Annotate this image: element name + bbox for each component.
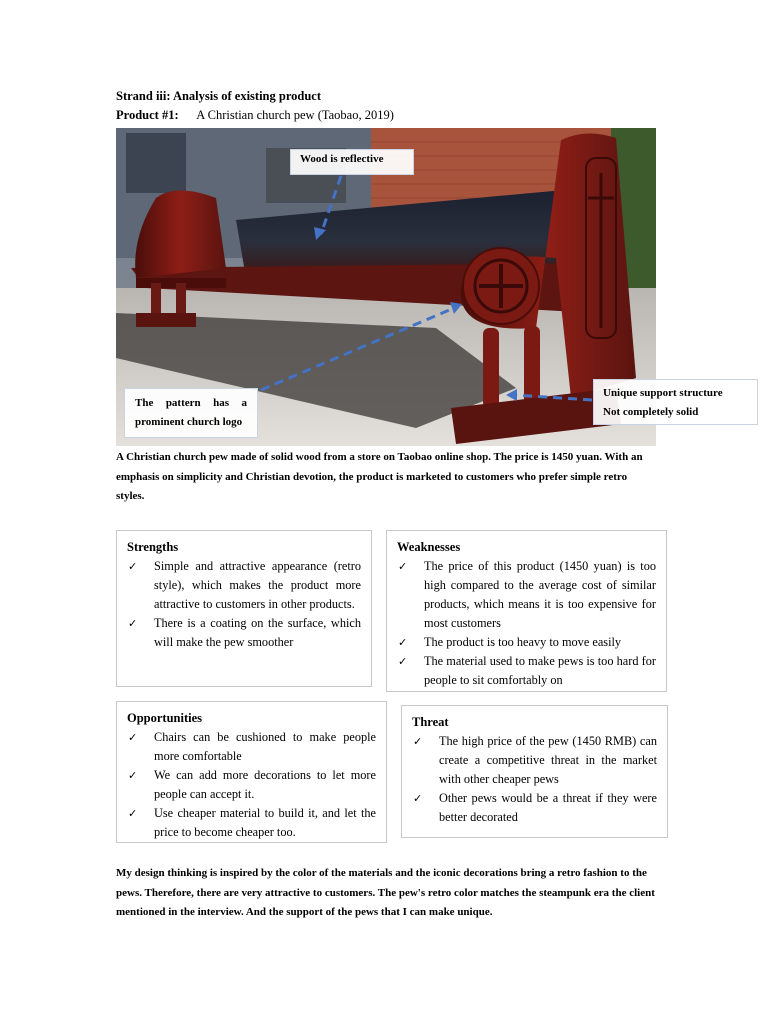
callout-pattern-word-3: has	[213, 397, 230, 409]
callout-pattern-line2: prominent church logo	[135, 416, 243, 428]
product-heading	[116, 108, 394, 123]
opportunities-box	[116, 701, 387, 843]
strengths-item: ✓ There is a coating on the surface, which will make the pew smoother	[127, 614, 361, 652]
opportunities-title: Opportunities	[127, 711, 203, 725]
threat-item: ✓ The high price of the pew (1450 RMB) can create a competitive threat in the market with other cheaper pews	[412, 732, 657, 789]
strengths-box	[116, 530, 372, 687]
opportunities-item: ✓ Chairs can be cushioned to make people more comfortable	[127, 728, 376, 766]
callout-pattern-word-2: pattern	[165, 397, 201, 409]
opportunities-list	[127, 728, 376, 842]
photo-caption: A Christian church pew made of solid wood from a store on Taobao online shop. The price is 1450 yuan. With an emphasis on simplicity and Christian devotion, the product is marketed to customers who prefer simple retro styles.	[116, 451, 643, 502]
product-name: A Christian church pew (Taobao, 2019)	[196, 108, 394, 122]
callout-pattern-line1	[135, 394, 247, 413]
design-conclusion: My design thinking is inspired by the color of the materials and the iconic decorations bring a retro fashion to the pews. Therefore, there are very attractive to customers. The pew's retro color matches the steampunk era the client mentioned in the interview. And the support of the pews that I can make unique.	[116, 867, 655, 918]
callout-pattern-word-4: a	[241, 397, 247, 409]
weaknesses-item: ✓ The price of this product (1450 yuan) is too high compared to the average cost of similar products, which means it is too expensive for most customers	[397, 557, 656, 633]
threat-box	[401, 705, 668, 838]
callout-pattern-word-1: The	[135, 397, 154, 409]
weaknesses-box	[386, 530, 667, 692]
strengths-list	[127, 557, 361, 652]
opportunities-item: ✓ Use cheaper material to build it, and let the price to become cheaper too.	[127, 804, 376, 842]
strengths-item: ✓ Simple and attractive appearance (retro style), which makes the product more attractive to customers in other products.	[127, 557, 361, 614]
callout-support-line2: Not completely solid	[603, 406, 699, 418]
threat-item: ✓ Other pews would be a threat if they were better decorated	[412, 789, 657, 827]
strengths-title: Strengths	[127, 540, 179, 554]
threat-title: Threat	[412, 715, 449, 729]
weaknesses-title: Weaknesses	[397, 540, 461, 554]
callout-pattern	[124, 388, 258, 438]
opportunities-item: ✓ We can add more decorations to let more people can accept it.	[127, 766, 376, 804]
weaknesses-item: ✓ The material used to make pews is too hard for people to sit comfortably on	[397, 652, 656, 690]
callout-support-line1: Unique support structure	[603, 387, 723, 399]
product-label: Product #1:	[116, 108, 179, 122]
threat-list	[412, 732, 657, 827]
callout-wood-text: Wood is reflective	[300, 153, 384, 165]
weaknesses-list	[397, 557, 656, 690]
callout-wood	[290, 149, 414, 175]
callout-support	[593, 379, 758, 425]
weaknesses-item: ✓ The product is too heavy to move easily	[397, 633, 656, 652]
strand-title: Strand iii: Analysis of existing product	[116, 89, 322, 103]
